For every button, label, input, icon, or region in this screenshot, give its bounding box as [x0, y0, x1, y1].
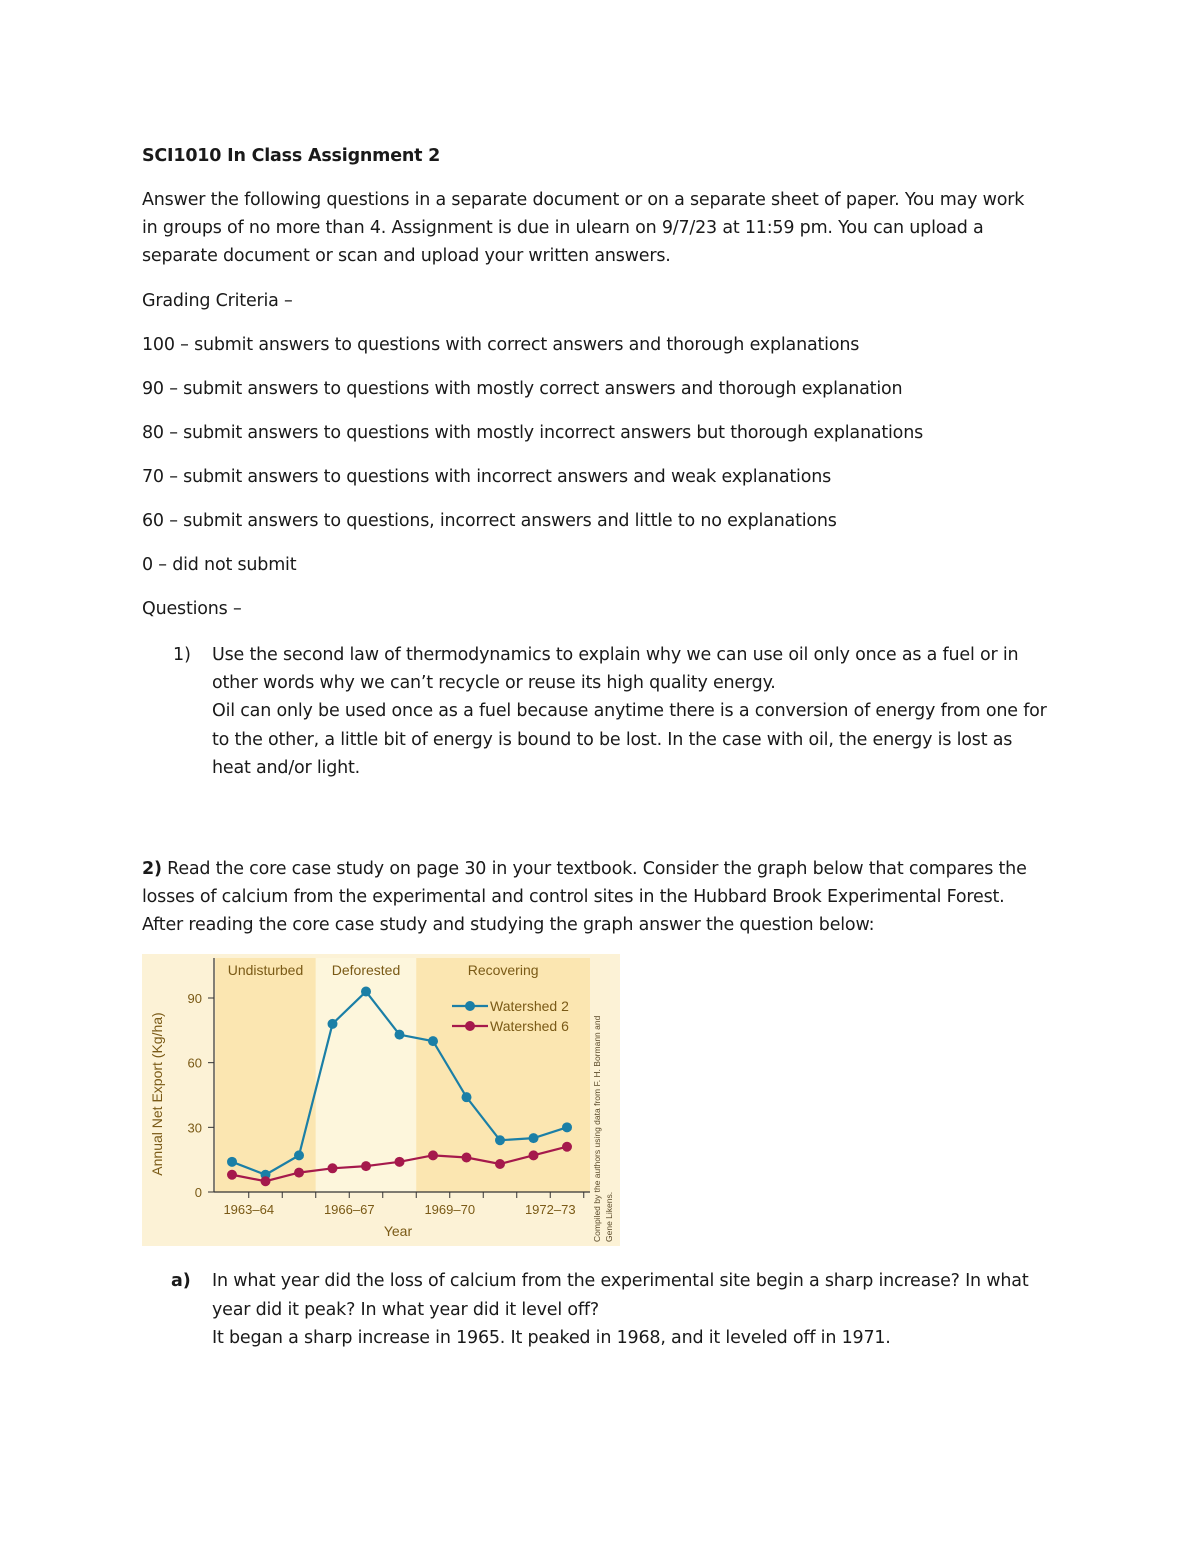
point-watershed-6-1966: [328, 1163, 338, 1173]
intro-line-3: separate document or scan and upload your written answers.: [142, 246, 671, 266]
legend-label-watershed-2: Watershed 2: [490, 998, 569, 1014]
criteria-70: 70 – submit answers to questions with incorrect answers and weak explanations: [142, 467, 832, 487]
y-tick-label-30: 30: [187, 1120, 202, 1136]
qa-line-2: year did it peak? In what year did it level off?: [212, 1300, 599, 1320]
q1-number: 1): [173, 645, 191, 665]
point-watershed-2-1972: [529, 1133, 539, 1143]
legend-marker-watershed-2: [465, 1001, 475, 1011]
qa-answer: It began a sharp increase in 1965. It peaked in 1968, and it leveled off in 1971.: [212, 1328, 891, 1348]
intro-line-2: in groups of no more than 4. Assignment is due in ulearn on 9/7/23 at 11:59 pm. You can upload a: [142, 218, 984, 238]
q2-number: 2): [142, 859, 162, 879]
x-tick-label-1969: 1969–70: [424, 1202, 476, 1217]
q2-line-1: [142, 859, 1027, 879]
x-tick-label-1963: 1963–64: [223, 1202, 275, 1217]
legend-marker-watershed-6: [465, 1021, 475, 1031]
point-watershed-2-1963: [227, 1157, 237, 1167]
point-watershed-6-1965: [294, 1168, 304, 1178]
chart-credit-line-1: Compiled by the authors using data from F. H. Bormann and: [592, 1015, 602, 1242]
grading-heading: Grading Criteria –: [142, 291, 293, 311]
y-tick-label-90: 90: [187, 991, 202, 1006]
point-watershed-6-1970: [462, 1153, 472, 1163]
point-watershed-6-1967: [361, 1161, 371, 1171]
y-axis-label: Annual Net Export (Kg/ha): [149, 1012, 165, 1176]
region-label-recovering: Recovering: [467, 962, 539, 978]
page-title: SCI1010 In Class Assignment 2: [142, 146, 441, 166]
criteria-90: 90 – submit answers to questions with mostly correct answers and thorough explanation: [142, 379, 903, 399]
point-watershed-6-1972: [529, 1150, 539, 1160]
point-watershed-2-1966: [328, 1019, 338, 1029]
point-watershed-6-1963: [227, 1170, 237, 1180]
point-watershed-2-1970: [462, 1092, 472, 1102]
x-tick-label-1972: 1972–73: [524, 1202, 576, 1217]
q1-answer-line-3: heat and/or light.: [212, 758, 361, 778]
q2-line-2: losses of calcium from the experimental and control sites in the Hubbard Brook Experimental Forest.: [142, 887, 1005, 907]
region-label-undisturbed: Undisturbed: [227, 962, 304, 978]
point-watershed-6-1973: [562, 1142, 572, 1152]
legend-label-watershed-6: Watershed 6: [490, 1018, 569, 1034]
point-watershed-2-1971: [495, 1135, 505, 1145]
point-watershed-2-1968: [395, 1030, 405, 1040]
point-watershed-2-1969: [428, 1036, 438, 1046]
criteria-60: 60 – submit answers to questions, incorrect answers and little to no explanations: [142, 511, 837, 531]
region-label-deforested: Deforested: [331, 962, 401, 978]
qa-label: a): [171, 1271, 191, 1291]
criteria-80: 80 – submit answers to questions with mostly incorrect answers but thorough explanations: [142, 423, 924, 443]
qa-line-1: In what year did the loss of calcium from the experimental site begin a sharp increase? In what: [212, 1271, 1029, 1291]
q2-line-3: After reading the core case study and studying the graph answer the question below:: [142, 915, 875, 935]
y-tick-label-0: 0: [194, 1185, 202, 1200]
q2-line-1-text: Read the core case study on page 30 in your textbook. Consider the graph below that compares the: [161, 859, 1027, 879]
chart-svg: [142, 954, 620, 1246]
criteria-0: 0 – did not submit: [142, 555, 297, 575]
point-watershed-6-1964: [261, 1176, 271, 1186]
q1-answer-line-2: to the other, a little bit of energy is bound to be lost. In the case with oil, the energy is lost as: [212, 730, 1013, 750]
intro-line-1: Answer the following questions in a separate document or on a separate sheet of paper. You may work: [142, 190, 1025, 210]
criteria-100: 100 – submit answers to questions with correct answers and thorough explanations: [142, 335, 860, 355]
chart-credit-line-2: Gene Likens.: [604, 1191, 614, 1242]
point-watershed-6-1971: [495, 1159, 505, 1169]
x-axis-label: Year: [383, 1223, 413, 1239]
questions-heading: Questions –: [142, 599, 242, 619]
q1-line-2: other words why we can’t recycle or reuse its high quality energy.: [212, 673, 776, 693]
q1-line-1: Use the second law of thermodynamics to explain why we can use oil only once as a fuel or in: [212, 645, 1019, 665]
point-watershed-2-1973: [562, 1122, 572, 1132]
point-watershed-2-1965: [294, 1150, 304, 1160]
x-tick-label-1966: 1966–67: [323, 1202, 375, 1217]
point-watershed-6-1968: [395, 1157, 405, 1167]
calcium-export-chart: [142, 954, 620, 1246]
point-watershed-6-1969: [428, 1150, 438, 1160]
point-watershed-2-1967: [361, 987, 371, 997]
q1-answer-line-1: Oil can only be used once as a fuel because anytime there is a conversion of energy from one for: [212, 701, 1047, 721]
y-tick-label-60: 60: [187, 1055, 202, 1071]
